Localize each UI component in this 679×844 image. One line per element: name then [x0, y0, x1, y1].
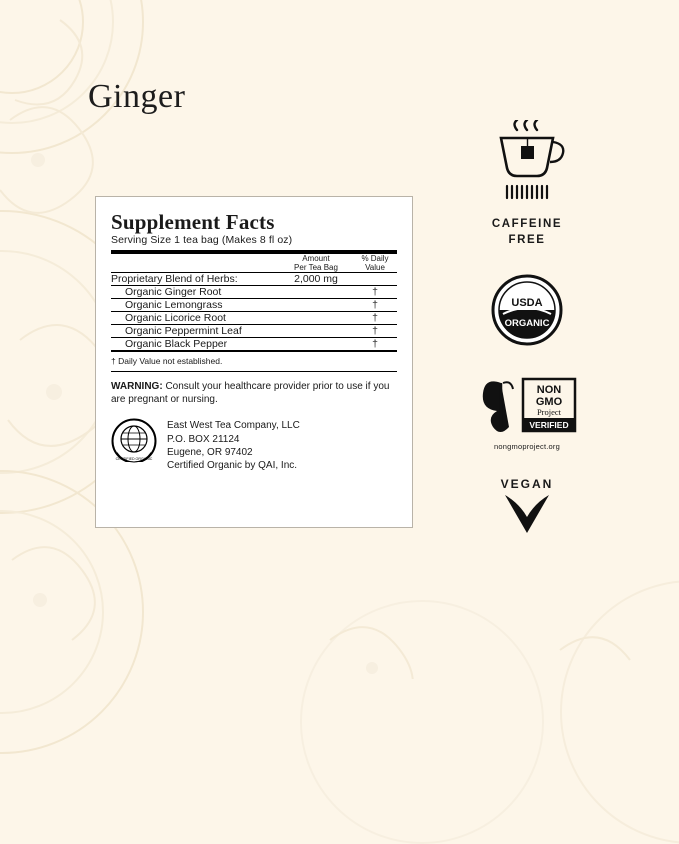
page-title: Ginger	[88, 78, 186, 115]
company-certification: Certified Organic by QAI, Inc.	[167, 459, 298, 471]
warning-body: Consult your healthcare provider prior to use if you are pregnant or nursing.	[111, 381, 390, 405]
badge-caffeine-free	[452, 120, 602, 248]
amount-header-line2: Per Tea Bag	[294, 263, 338, 273]
table-row	[111, 325, 397, 338]
divider-thin	[111, 371, 397, 372]
certified-organic-seal-icon	[111, 418, 157, 464]
non-gmo-line2: GMO	[535, 396, 563, 409]
usda-organic-seal-icon	[491, 274, 563, 346]
row-amount	[279, 312, 353, 325]
non-gmo-line4: VERIFIED	[529, 420, 569, 431]
row-daily-value: †	[353, 338, 397, 351]
serving-size-text: Serving Size 1 tea bag (Makes 8 fl oz)	[111, 234, 293, 247]
row-name: Organic Lemongrass	[111, 299, 279, 312]
row-name: Organic Licorice Root	[111, 312, 279, 325]
amount-header-line1: Amount	[302, 254, 330, 264]
caffeine-free-line1: CAFFEINE	[491, 218, 563, 230]
supplement-facts-heading: Supplement Facts	[111, 210, 275, 234]
row-amount: 2,000 mg	[279, 273, 353, 286]
row-amount	[279, 325, 353, 338]
non-gmo-butterfly-icon	[475, 377, 579, 433]
vegan-label: VEGAN	[500, 477, 554, 492]
non-gmo-url: nongmoproject.org	[494, 442, 560, 452]
tea-cup-icon	[481, 120, 573, 204]
row-name: Organic Black Pepper	[111, 338, 279, 351]
usda-text: USDA	[511, 297, 543, 310]
warning-text	[111, 381, 397, 406]
non-gmo-line3: Project	[536, 407, 562, 418]
warning-label: WARNING:	[111, 381, 163, 393]
caffeine-free-line2: FREE	[508, 233, 546, 246]
dv-header-line2: Value	[365, 263, 385, 273]
table-row	[111, 286, 397, 299]
company-info	[111, 418, 397, 472]
row-daily-value: †	[353, 325, 397, 338]
caffeine-free-caption	[452, 217, 602, 248]
company-address	[167, 418, 300, 472]
background-ornament	[300, 600, 544, 844]
supplement-facts-panel	[95, 196, 413, 528]
row-name: Proprietary Blend of Herbs:	[111, 273, 279, 286]
svg-text:CERTIFIED ORGANIC: CERTIFIED ORGANIC	[115, 457, 153, 462]
company-city-state-zip: Eugene, OR 97402	[167, 446, 253, 458]
daily-value-footnote: † Daily Value not established.	[111, 356, 223, 367]
company-po-box: P.O. BOX 21124	[167, 433, 240, 445]
amount-column-header	[279, 254, 353, 273]
badge-vegan	[452, 477, 602, 540]
row-amount	[279, 286, 353, 299]
row-amount	[279, 338, 353, 351]
table-row	[111, 312, 397, 325]
badge-usda-organic	[452, 274, 602, 351]
badge-column	[452, 120, 602, 566]
background-ornament	[0, 510, 104, 714]
table-row	[111, 338, 397, 351]
row-daily-value: †	[353, 312, 397, 325]
company-name: East West Tea Company, LLC	[167, 420, 300, 432]
dv-header-line1: % Daily	[361, 254, 389, 264]
row-daily-value: †	[353, 299, 397, 312]
row-amount	[279, 299, 353, 312]
row-daily-value: †	[353, 286, 397, 299]
badge-non-gmo	[452, 377, 602, 451]
table-header-row	[111, 254, 397, 273]
supplement-facts-table	[111, 254, 397, 350]
daily-value-column-header	[353, 254, 397, 273]
background-ornament	[560, 580, 679, 844]
non-gmo-line1: NON	[536, 384, 562, 397]
row-daily-value	[353, 273, 397, 286]
background-ornament	[0, 0, 144, 154]
row-name: Organic Peppermint Leaf	[111, 325, 279, 338]
table-row	[111, 273, 397, 286]
background-ornament	[0, 0, 84, 94]
organic-text: ORGANIC	[504, 318, 550, 330]
vegan-leaf-icon	[499, 493, 555, 535]
row-name: Organic Ginger Root	[111, 286, 279, 299]
table-row	[111, 299, 397, 312]
